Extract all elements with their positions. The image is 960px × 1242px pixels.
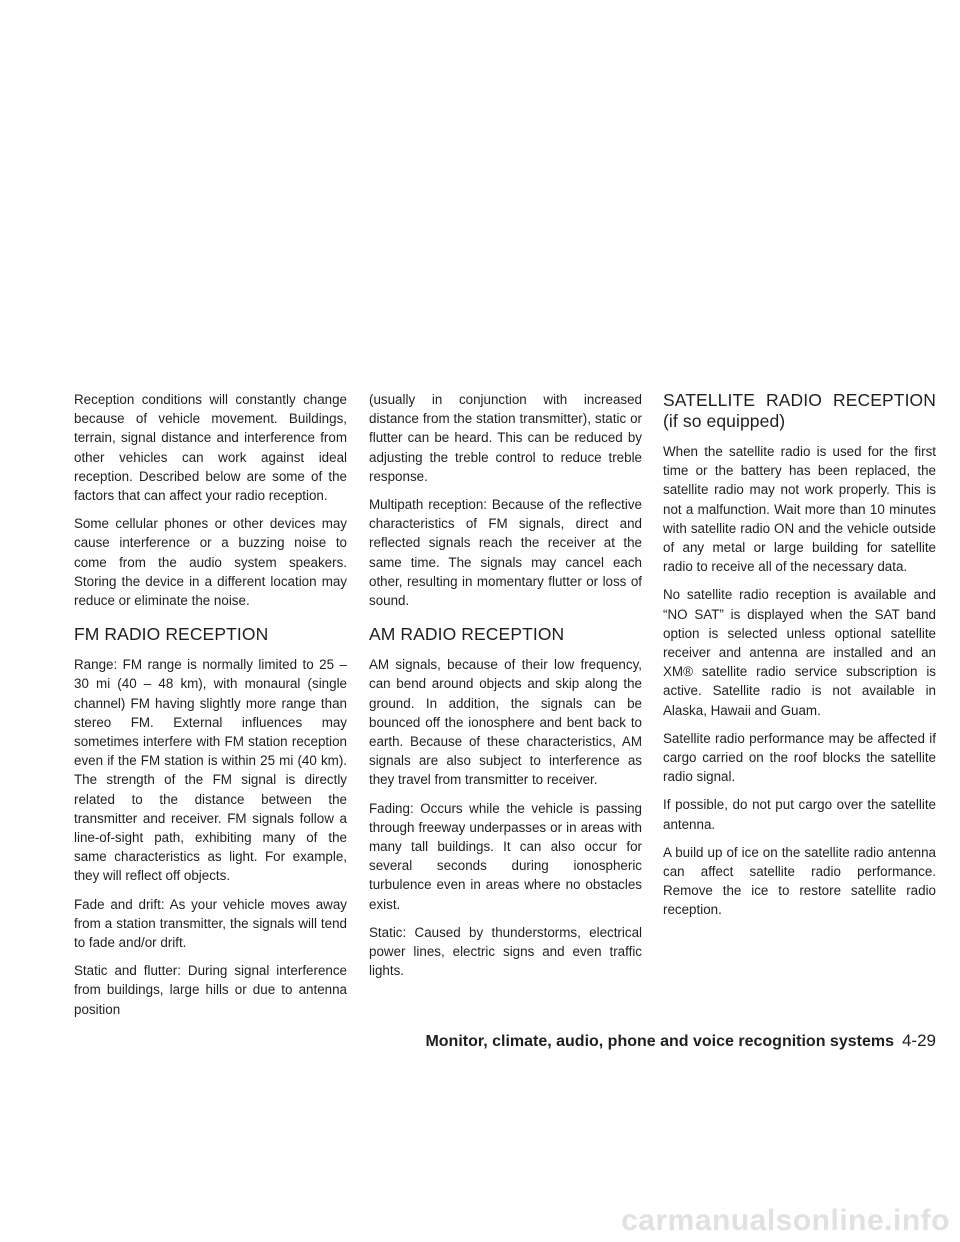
paragraph-no-sat: No satellite radio reception is available and “NO SAT” is displayed when the SAT band option is selected unless optional satellite receiver and antenna are installed and an XM® satellite radio service subscription is active. Satellite radio is not available in Alaska, Hawaii and Guam. [663,587,936,718]
watermark-text: carmanualsonline.info [621,1204,950,1237]
footer-section-title: Monitor, climate, audio, phone and voice recognition systems [425,1033,894,1050]
paragraph-static-flutter: Static and flutter: During signal interference from buildings, large hills or due to antenna position [74,963,347,1017]
column-middle [369,390,642,989]
paragraph-no-cargo-over-antenna: If possible, do not put cargo over the satellite antenna. [663,797,936,832]
paragraph-static-flutter-cont: (usually in conjunction with increased distance from the station transmitter), static or flutter can be heard. This can be reduced by adjusting the treble control to reduce treble response. [369,392,642,484]
paragraph-cargo-blocking: Satellite radio performance may be affected if cargo carried on the roof blocks the satellite radio signal. [663,730,936,785]
paragraph-fade-drift: Fade and drift: As your vehicle moves away from a station transmitter, the signals will tend to fade and/or drift. [74,896,347,951]
paragraph-cellular-interference: Some cellular phones or other devices may cause interference or a buzzing noise to come from the audio system speakers. Storing the device in a different location may reduce or eliminate the noise. [74,516,347,609]
page-footer [0,1031,936,1051]
heading-am-radio-reception: AM RADIO RECEPTION [369,624,565,645]
paragraph-am-signals: AM signals, because of their low frequency, can bend around objects and skip along the ground. In addition, the signals can be bounced off the ionosphere and bent back to earth. Because of these characteristics, AM signals are also subject to interference as they travel from transmitter to receiver. [369,657,642,788]
paragraph-satellite-first-use: When the satellite radio is used for the first time or the battery has been replaced, the satellite radio may not work properly. This is not a malfunction. Wait more than 10 minutes with satellite radio ON and the vehicle outside of any metal or large building for satellite radio to receive all of the necessary data. [663,444,936,575]
paragraph-static: Static: Caused by thunderstorms, electrical power lines, electric signs and even traffic lights. [369,924,642,979]
column-left [74,390,347,1028]
page-number: 4-29 [901,1031,936,1050]
paragraph-fading: Fading: Occurs while the vehicle is passing through freeway underpasses or in areas with many tall buildings. It can also occur for several seconds during ionospheric turbulence even in areas where no obstacles exist. [369,800,642,912]
heading-satellite-radio-reception: SATELLITE RADIO RECEPTION (if so equipped) [663,390,936,431]
paragraph-ice-buildup: A build up of ice on the satellite radio antenna can affect satellite radio performance. Remove the ice to restore satellite radio reception. [663,844,936,918]
paragraph-fm-range: Range: FM range is normally limited to 25 – 30 mi (40 – 48 km), with monaural (single channel) FM having slightly more range than stereo FM. External influences may sometimes interfere with FM station reception even if the FM station is within 25 mi (40 km). The strength of the FM signal is directly related to the distance between the transmitter and receiver. FM signals follow a line-of-sight path, exhibiting many of the same characteristics as light. For example, they will reflect off objects. [74,657,347,884]
paragraph-multipath: Multipath reception: Because of the reflective characteristics of FM signals, direct and reflected signals reach the receiver at the same time. The signals may cancel each other, resulting in momentary flutter or loss of sound. [369,497,642,609]
column-right [663,390,936,929]
heading-fm-radio-reception: FM RADIO RECEPTION [74,624,269,645]
paragraph-reception-conditions: Reception conditions will constantly change because of vehicle movement. Buildings, terrain, signal distance and interference from other vehicles can work against ideal reception. Described below are some of the factors that can affect your radio reception. [74,392,347,504]
